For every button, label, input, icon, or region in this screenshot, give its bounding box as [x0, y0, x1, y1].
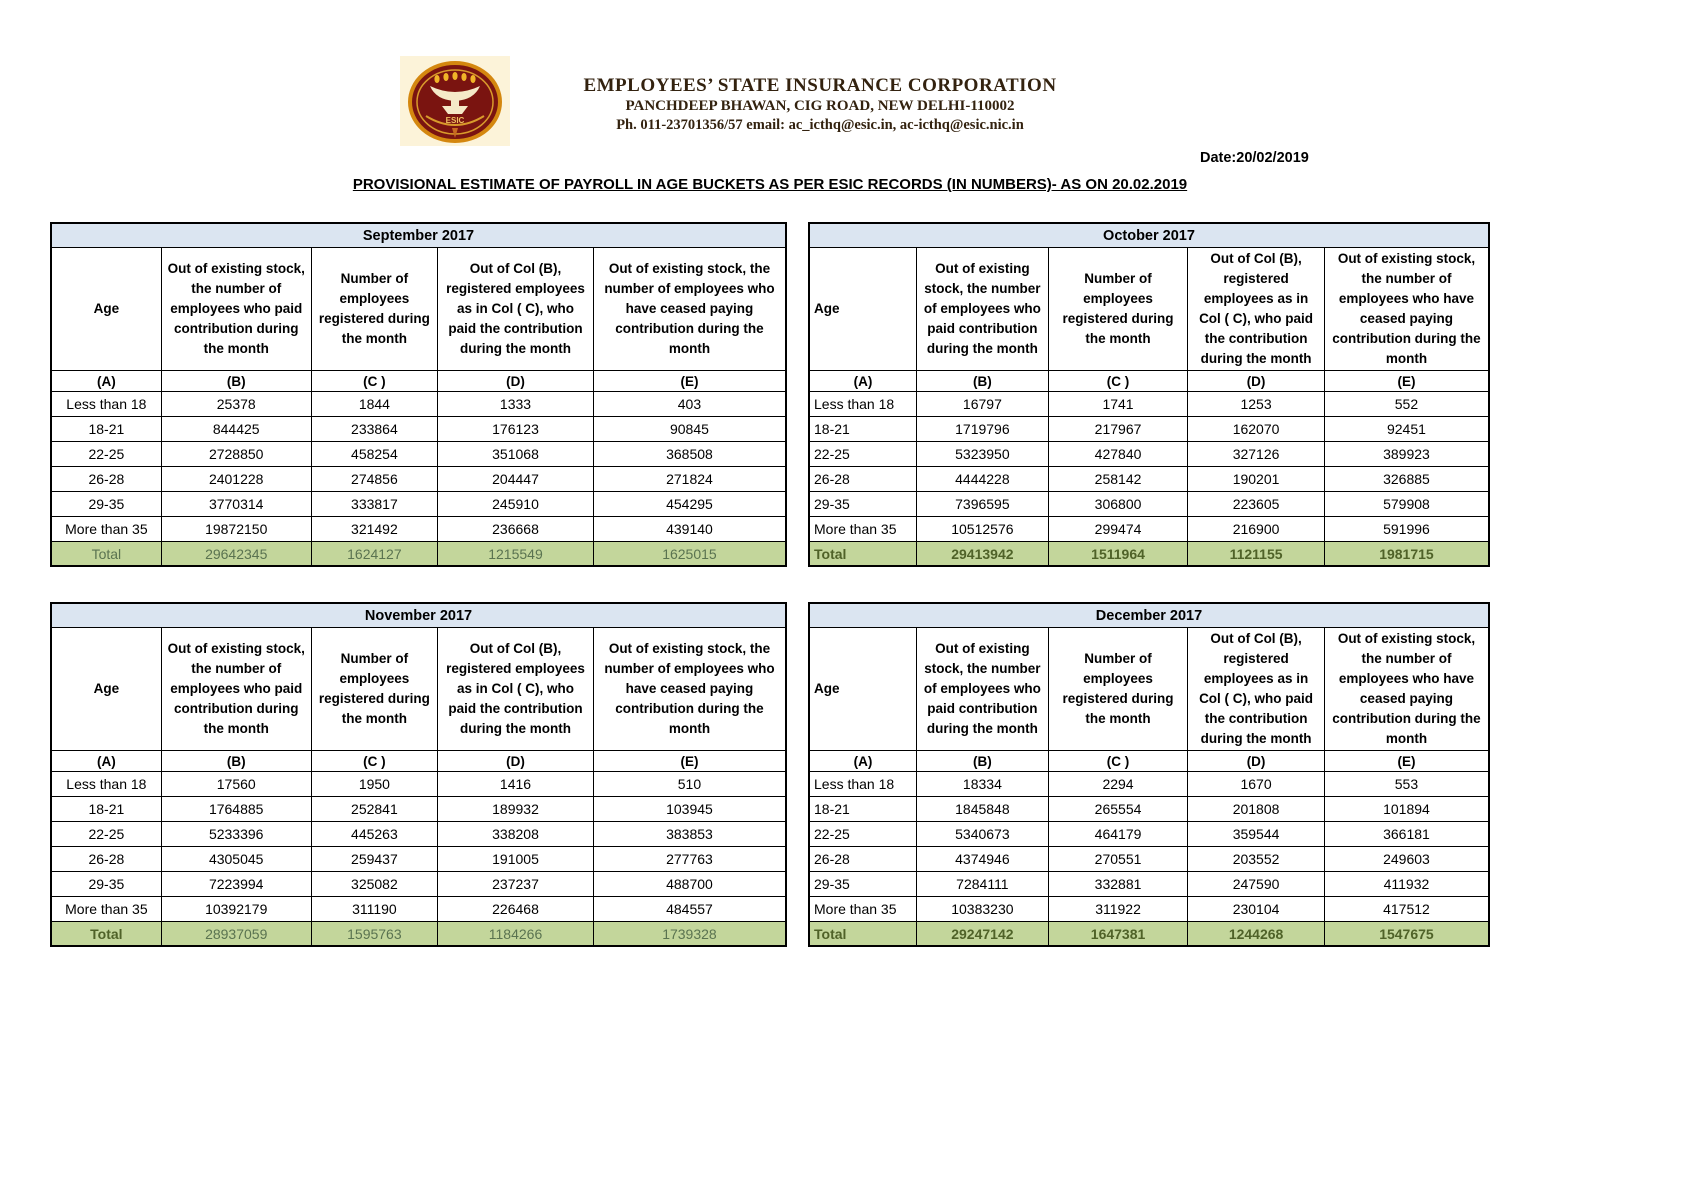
- value-cell: 445263: [311, 822, 437, 847]
- value-cell: 464179: [1048, 822, 1187, 847]
- table-december-2017: [808, 602, 1490, 947]
- value-cell: 16797: [916, 392, 1048, 417]
- value-cell: 1845848: [916, 797, 1048, 822]
- age-cell: 18-21: [809, 417, 916, 442]
- value-cell: 258142: [1048, 467, 1187, 492]
- value-cell: 368508: [593, 442, 786, 467]
- esic-logo-image: [400, 56, 510, 146]
- org-name: EMPLOYEES’ STATE INSURANCE CORPORATION: [583, 75, 1057, 96]
- total-value: 29642345: [161, 542, 311, 567]
- value-cell: 17560: [161, 772, 311, 797]
- table-row: [809, 797, 1489, 822]
- table-row: [51, 897, 786, 922]
- table-row: [51, 392, 786, 417]
- total-value: 1624127: [311, 542, 437, 567]
- value-cell: 325082: [311, 872, 437, 897]
- value-cell: 484557: [593, 897, 786, 922]
- value-cell: 1844: [311, 392, 437, 417]
- value-cell: 201808: [1188, 797, 1325, 822]
- value-cell: 274856: [311, 467, 437, 492]
- column-header: Out of Col (B), registered employees as in Col ( C), who paid the contribution during the month: [1188, 248, 1325, 371]
- value-cell: 277763: [593, 847, 786, 872]
- total-row: [51, 922, 786, 947]
- value-cell: 1670: [1188, 772, 1325, 797]
- value-cell: 327126: [1188, 442, 1325, 467]
- value-cell: 454295: [593, 492, 786, 517]
- value-cell: 247590: [1188, 872, 1325, 897]
- table-row: [51, 797, 786, 822]
- table-row: [51, 517, 786, 542]
- value-cell: 2294: [1048, 772, 1187, 797]
- age-cell: Less than 18: [51, 392, 161, 417]
- column-letter: (B): [161, 371, 311, 392]
- age-cell: 18-21: [809, 797, 916, 822]
- column-header: Number of employees registered during the month: [1048, 248, 1187, 371]
- value-cell: 389923: [1324, 442, 1489, 467]
- value-cell: 591996: [1324, 517, 1489, 542]
- age-cell: More than 35: [51, 517, 161, 542]
- column-letter: (D): [1188, 751, 1325, 772]
- total-value: 1184266: [438, 922, 594, 947]
- table-row: [809, 467, 1489, 492]
- value-cell: 417512: [1324, 897, 1489, 922]
- age-column-header: Age: [51, 248, 161, 371]
- value-cell: 403: [593, 392, 786, 417]
- value-cell: 236668: [438, 517, 594, 542]
- value-cell: 321492: [311, 517, 437, 542]
- value-cell: 359544: [1188, 822, 1325, 847]
- total-row: [809, 542, 1489, 567]
- value-cell: 383853: [593, 822, 786, 847]
- value-cell: 333817: [311, 492, 437, 517]
- value-cell: 233864: [311, 417, 437, 442]
- age-cell: 18-21: [51, 417, 161, 442]
- value-cell: 4444228: [916, 467, 1048, 492]
- value-cell: 2728850: [161, 442, 311, 467]
- value-cell: 306800: [1048, 492, 1187, 517]
- value-cell: 311922: [1048, 897, 1187, 922]
- column-letter: (C ): [1048, 371, 1187, 392]
- value-cell: 217967: [1048, 417, 1187, 442]
- column-header: Out of existing stock, the number of employees who paid contribution during the month: [161, 628, 311, 751]
- month-title: November 2017: [51, 603, 786, 628]
- total-value: 1739328: [593, 922, 786, 947]
- value-cell: 4305045: [161, 847, 311, 872]
- table-row: [51, 492, 786, 517]
- table-row: [51, 772, 786, 797]
- age-cell: 26-28: [51, 847, 161, 872]
- age-cell: 26-28: [809, 467, 916, 492]
- value-cell: 299474: [1048, 517, 1187, 542]
- value-cell: 1253: [1188, 392, 1325, 417]
- age-cell: 22-25: [809, 822, 916, 847]
- age-column-header: Age: [809, 628, 916, 751]
- total-value: 1215549: [438, 542, 594, 567]
- page-title: PROVISIONAL ESTIMATE OF PAYROLL IN AGE BUCKETS AS PER ESIC RECORDS (IN NUMBERS)- AS ON 20.02.2019: [352, 176, 1188, 193]
- value-cell: 18334: [916, 772, 1048, 797]
- value-cell: 101894: [1324, 797, 1489, 822]
- column-letter: (C ): [1048, 751, 1187, 772]
- column-letter: (B): [916, 751, 1048, 772]
- value-cell: 162070: [1188, 417, 1325, 442]
- table-row: [809, 897, 1489, 922]
- value-cell: 90845: [593, 417, 786, 442]
- value-cell: 103945: [593, 797, 786, 822]
- date-line: Date:20/02/2019: [1200, 150, 1309, 166]
- column-header: Out of existing stock, the number of employees who paid contribution during the month: [916, 248, 1048, 371]
- value-cell: 1950: [311, 772, 437, 797]
- total-value: 1244268: [1188, 922, 1325, 947]
- value-cell: 1333: [438, 392, 594, 417]
- age-column-header: Age: [51, 628, 161, 751]
- value-cell: 411932: [1324, 872, 1489, 897]
- value-cell: 5323950: [916, 442, 1048, 467]
- table-row: [809, 872, 1489, 897]
- value-cell: 7223994: [161, 872, 311, 897]
- table-september-2017: [50, 222, 787, 567]
- value-cell: 844425: [161, 417, 311, 442]
- total-value: 1625015: [593, 542, 786, 567]
- value-cell: 1764885: [161, 797, 311, 822]
- value-cell: 203552: [1188, 847, 1325, 872]
- column-letter: (E): [1324, 751, 1489, 772]
- column-letter: (E): [593, 751, 786, 772]
- value-cell: 552: [1324, 392, 1489, 417]
- age-cell: 29-35: [809, 492, 916, 517]
- value-cell: 458254: [311, 442, 437, 467]
- total-row: [809, 922, 1489, 947]
- total-value: 1547675: [1324, 922, 1489, 947]
- value-cell: 190201: [1188, 467, 1325, 492]
- age-cell: 29-35: [51, 872, 161, 897]
- table-row: [51, 847, 786, 872]
- org-address: PANCHDEEP BHAWAN, CIG ROAD, NEW DELHI-110002: [625, 98, 1015, 114]
- column-header: Number of employees registered during the month: [311, 248, 437, 371]
- value-cell: 427840: [1048, 442, 1187, 467]
- value-cell: 10512576: [916, 517, 1048, 542]
- value-cell: 223605: [1188, 492, 1325, 517]
- column-letter: (D): [438, 371, 594, 392]
- total-value: 28937059: [161, 922, 311, 947]
- age-cell: 22-25: [809, 442, 916, 467]
- value-cell: 237237: [438, 872, 594, 897]
- value-cell: 553: [1324, 772, 1489, 797]
- month-title: December 2017: [809, 603, 1489, 628]
- table-row: [51, 442, 786, 467]
- value-cell: 10383230: [916, 897, 1048, 922]
- table-row: [809, 847, 1489, 872]
- value-cell: 7396595: [916, 492, 1048, 517]
- column-letter: (C ): [311, 751, 437, 772]
- total-row: [51, 542, 786, 567]
- total-value: 1511964: [1048, 542, 1187, 567]
- column-header: Out of existing stock, the number of employees who have ceased paying contribution during the month: [1324, 248, 1489, 371]
- column-letter: (B): [916, 371, 1048, 392]
- table-row: [809, 822, 1489, 847]
- value-cell: 259437: [311, 847, 437, 872]
- table-october-2017: [808, 222, 1490, 567]
- value-cell: 1416: [438, 772, 594, 797]
- column-header: Out of Col (B), registered employees as in Col ( C), who paid the contribution during the month: [438, 248, 594, 371]
- value-cell: 226468: [438, 897, 594, 922]
- value-cell: 351068: [438, 442, 594, 467]
- org-contact: Ph. 011-23701356/57 email: ac_icthq@esic.in, ac-icthq@esic.nic.in: [616, 117, 1024, 133]
- value-cell: 270551: [1048, 847, 1187, 872]
- age-cell: Less than 18: [809, 772, 916, 797]
- value-cell: 366181: [1324, 822, 1489, 847]
- column-letter: (A): [51, 751, 161, 772]
- value-cell: 249603: [1324, 847, 1489, 872]
- total-label: Total: [51, 922, 161, 947]
- total-value: 1121155: [1188, 542, 1325, 567]
- value-cell: 332881: [1048, 872, 1187, 897]
- age-cell: More than 35: [809, 897, 916, 922]
- value-cell: 4374946: [916, 847, 1048, 872]
- value-cell: 265554: [1048, 797, 1187, 822]
- value-cell: 3770314: [161, 492, 311, 517]
- column-header: Out of existing stock, the number of employees who paid contribution during the month: [161, 248, 311, 371]
- value-cell: 439140: [593, 517, 786, 542]
- column-letter: (D): [1188, 371, 1325, 392]
- age-cell: 26-28: [809, 847, 916, 872]
- table-row: [809, 517, 1489, 542]
- total-value: 1981715: [1324, 542, 1489, 567]
- column-letter: (E): [593, 371, 786, 392]
- value-cell: 510: [593, 772, 786, 797]
- column-letter: (A): [809, 371, 916, 392]
- table-november-2017: [50, 602, 787, 947]
- value-cell: 1741: [1048, 392, 1187, 417]
- esic-logo: [400, 56, 510, 146]
- value-cell: 7284111: [916, 872, 1048, 897]
- table-row: [809, 492, 1489, 517]
- value-cell: 230104: [1188, 897, 1325, 922]
- table-row: [51, 467, 786, 492]
- column-header: Out of existing stock, the number of employees who have ceased paying contribution during the month: [1324, 628, 1489, 751]
- column-header: Number of employees registered during the month: [311, 628, 437, 751]
- value-cell: 189932: [438, 797, 594, 822]
- total-value: 1647381: [1048, 922, 1187, 947]
- value-cell: 10392179: [161, 897, 311, 922]
- value-cell: 216900: [1188, 517, 1325, 542]
- value-cell: 338208: [438, 822, 594, 847]
- value-cell: 19872150: [161, 517, 311, 542]
- age-cell: 29-35: [809, 872, 916, 897]
- age-cell: 29-35: [51, 492, 161, 517]
- value-cell: 252841: [311, 797, 437, 822]
- column-letter: (A): [51, 371, 161, 392]
- total-label: Total: [51, 542, 161, 567]
- value-cell: 5340673: [916, 822, 1048, 847]
- value-cell: 92451: [1324, 417, 1489, 442]
- value-cell: 579908: [1324, 492, 1489, 517]
- table-row: [809, 442, 1489, 467]
- column-letter: (D): [438, 751, 594, 772]
- age-cell: 18-21: [51, 797, 161, 822]
- column-header: Out of existing stock, the number of employees who have ceased paying contribution during the month: [593, 248, 786, 371]
- table-row: [809, 417, 1489, 442]
- age-cell: Less than 18: [809, 392, 916, 417]
- value-cell: 176123: [438, 417, 594, 442]
- age-cell: 22-25: [51, 442, 161, 467]
- value-cell: 5233396: [161, 822, 311, 847]
- age-cell: More than 35: [51, 897, 161, 922]
- column-header: Out of existing stock, the number of employees who paid contribution during the month: [916, 628, 1048, 751]
- total-value: 29247142: [916, 922, 1048, 947]
- tables-grid: [50, 222, 1490, 947]
- table-row: [51, 417, 786, 442]
- value-cell: 311190: [311, 897, 437, 922]
- table-row: [51, 872, 786, 897]
- value-cell: 204447: [438, 467, 594, 492]
- total-label: Total: [809, 542, 916, 567]
- column-header: Out of existing stock, the number of employees who have ceased paying contribution during the month: [593, 628, 786, 751]
- esic-logo-text: ESIC: [445, 116, 465, 125]
- table-row: [809, 392, 1489, 417]
- column-header: Number of employees registered during the month: [1048, 628, 1187, 751]
- value-cell: 488700: [593, 872, 786, 897]
- value-cell: 271824: [593, 467, 786, 492]
- total-value: 29413942: [916, 542, 1048, 567]
- table-row: [51, 822, 786, 847]
- value-cell: 191005: [438, 847, 594, 872]
- column-letter: (B): [161, 751, 311, 772]
- org-header: [520, 74, 1120, 135]
- value-cell: 2401228: [161, 467, 311, 492]
- value-cell: 1719796: [916, 417, 1048, 442]
- value-cell: 326885: [1324, 467, 1489, 492]
- column-letter: (C ): [311, 371, 437, 392]
- age-cell: 26-28: [51, 467, 161, 492]
- table-row: [809, 772, 1489, 797]
- column-letter: (E): [1324, 371, 1489, 392]
- age-cell: Less than 18: [51, 772, 161, 797]
- month-title: October 2017: [809, 223, 1489, 248]
- value-cell: 245910: [438, 492, 594, 517]
- total-value: 1595763: [311, 922, 437, 947]
- column-header: Out of Col (B), registered employees as in Col ( C), who paid the contribution during the month: [1188, 628, 1325, 751]
- column-header: Out of Col (B), registered employees as in Col ( C), who paid the contribution during the month: [438, 628, 594, 751]
- month-title: September 2017: [51, 223, 786, 248]
- value-cell: 25378: [161, 392, 311, 417]
- age-cell: More than 35: [809, 517, 916, 542]
- total-label: Total: [809, 922, 916, 947]
- age-column-header: Age: [809, 248, 916, 371]
- age-cell: 22-25: [51, 822, 161, 847]
- column-letter: (A): [809, 751, 916, 772]
